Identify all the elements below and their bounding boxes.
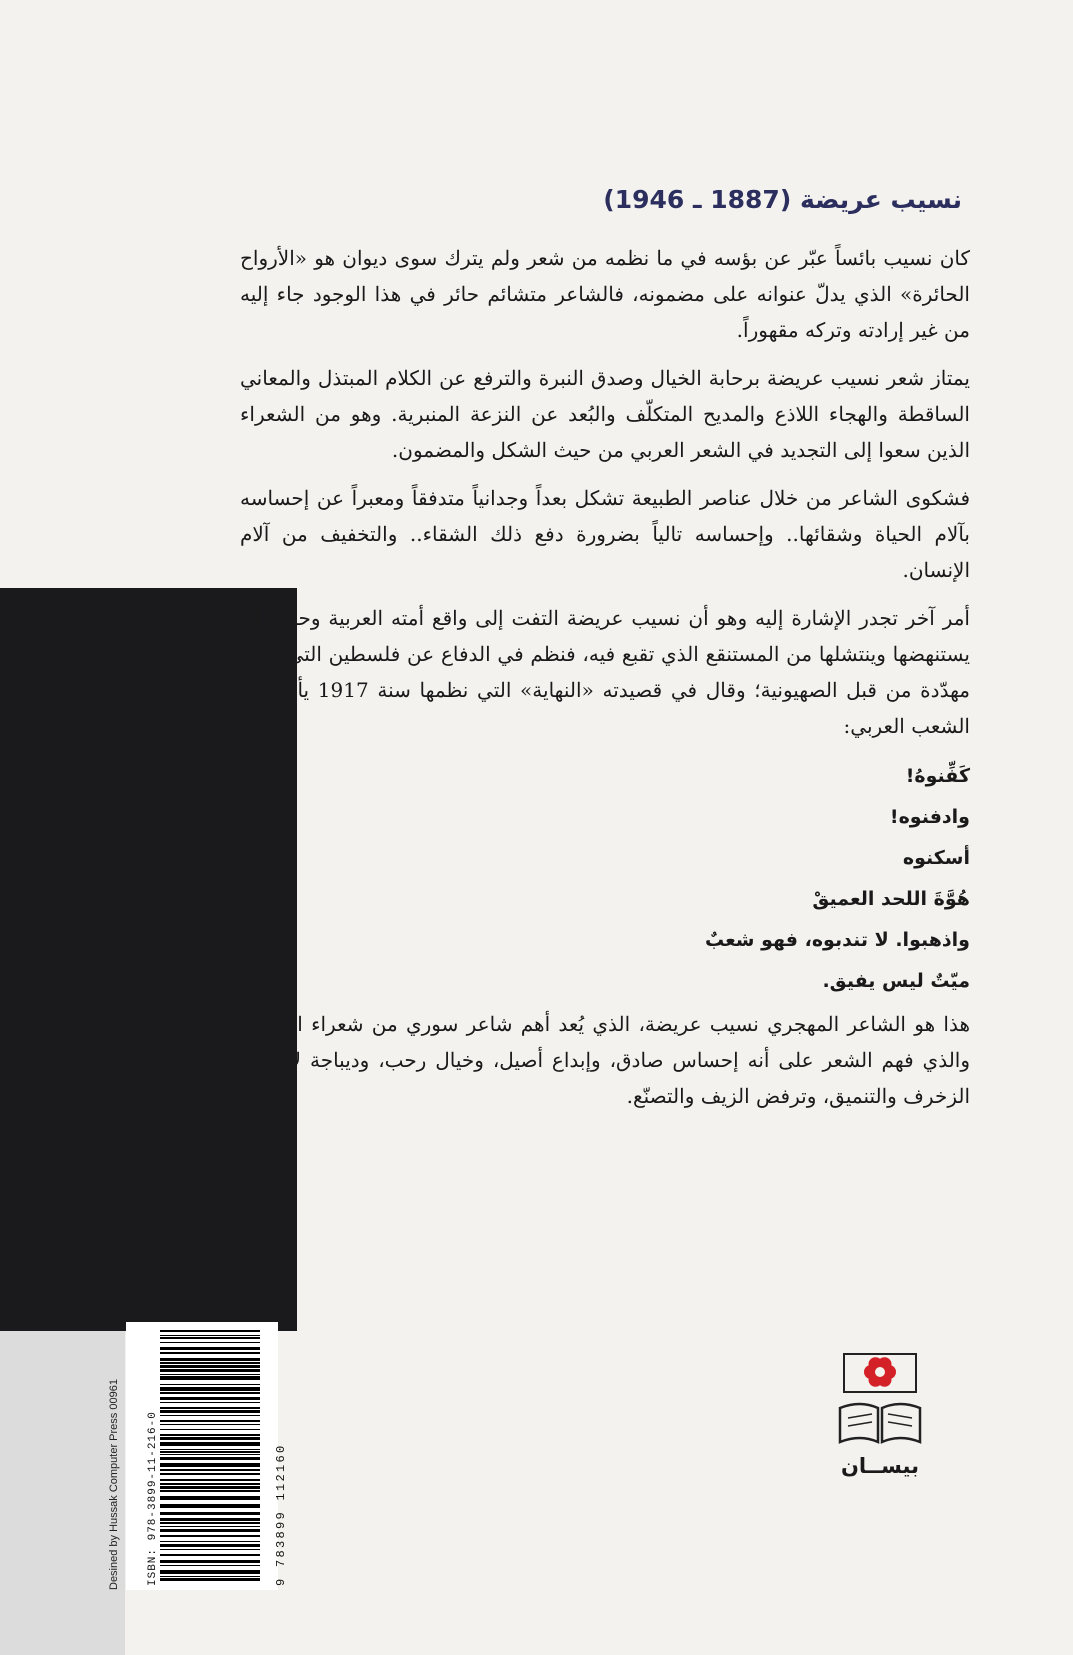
- page-title: نسيب عريضة (1887 ـ 1946): [603, 185, 962, 214]
- publisher-logo: [830, 1350, 930, 1490]
- style-paragraph: يمتاز شعر نسيب عريضة برحابة الخيال وصدق النبرة والترفع عن الكلام المبتذل والمعاني الساقطة والهجاء اللاذع والمديح المتكلّف والبُعد عن النزعة المنبرية. وهو من الشعراء الذين سعوا إلى التجديد في الشعر العربي من حيث الشكل والمضمون.: [240, 366, 970, 462]
- poem-line: كَفِّنوهُ!: [905, 765, 970, 787]
- barcode-digits: 9 783899 112160: [274, 1443, 288, 1586]
- poem-line: ميّتٌ ليس يفيق.: [822, 970, 970, 992]
- palestine-paragraph: أمر آخر تجدر الإشارة إليه وهو أن نسيب عريضة التفت إلى واقع أمته العربية وحاول أن يستنهضها وينتشلها من المستنقع الذي تقبع فيه، فنظم في الدفاع عن فلسطين التي كانت مهدّدة من قبل الصهيونية؛ وقال في قصيدته «النهاية» التي نظمها سنة 1917 يأساً من الشعب العربي:: [240, 606, 970, 738]
- designer-credit: Desined by Hussak Computer Press 00961: [108, 1379, 120, 1590]
- isbn-label: ISBN: 978-3899-11-216-0: [147, 1411, 159, 1586]
- poem-line: هُوَّةَ اللحد العميقْ: [812, 888, 970, 910]
- intro-paragraph: كان نسيب بائساً عبّر عن بؤسه في ما نظمه من شعر ولم يترك سوى ديوان هو «الأرواح الحائرة» الذي يدلّ عنوانه على مضمونه، فالشاعر متشائم حائر في هذا الوجود جاء إليه من غير إرادته وتركه مقهوراً.: [240, 246, 970, 342]
- poem-line: أسكنوه: [902, 847, 970, 869]
- back-cover-text: [240, 185, 970, 1126]
- publisher-name: بيســان: [841, 1454, 919, 1478]
- flower-book-icon: [830, 1350, 930, 1454]
- poem-line: وادفنوه!: [889, 806, 970, 828]
- poem-excerpt: [240, 756, 970, 1002]
- decorative-grey-panel: [0, 1331, 125, 1655]
- poem-line: واذهبوا. لا تندبوه، فهو شعبٌ: [704, 929, 970, 951]
- closing-paragraph: هذا هو الشاعر المهجري نسيب عريضة، الذي يُعد أهم شاعر سوري من شعراء المهجر، والذي فهم الشعر على أنه إحساس صادق، وإبداع أصيل، وخيال رحب، وديباجة لا تهوى الزخرف والتنميق، وترفض الزيف والتصنّع.: [240, 1012, 970, 1108]
- nature-paragraph: فشكوى الشاعر من خلال عناصر الطبيعة تشكل بعداً وجدانياً متدفقاً ومعبراً عن إحساسه بآلام الحياة وشقائها.. وإحساسه تالياً بضرورة دفع ذلك الشقاء.. والتخفيف من آلام الإنسان.: [240, 486, 970, 582]
